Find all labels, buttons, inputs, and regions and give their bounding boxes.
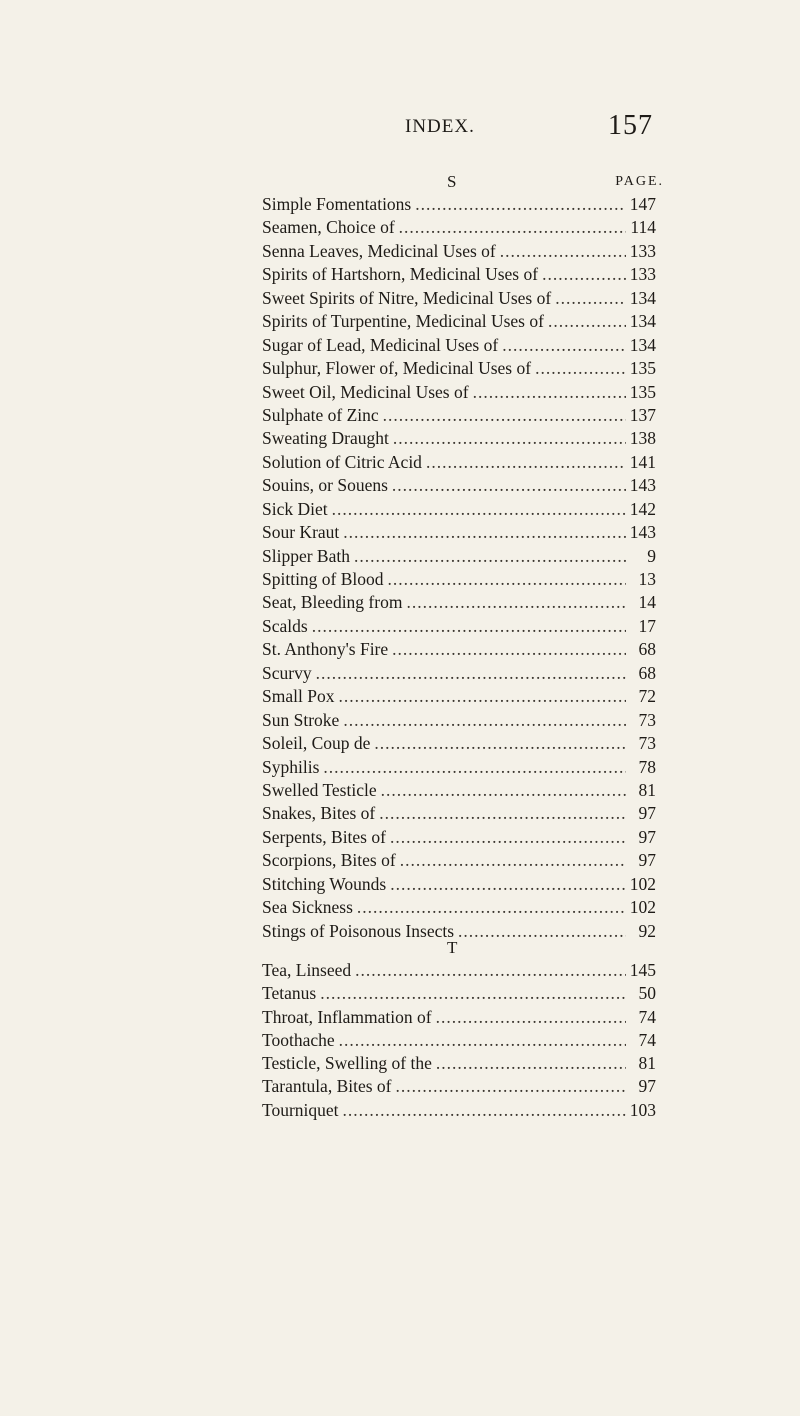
index-entry: [262, 897, 656, 920]
entry-title: Toothache: [262, 1029, 335, 1050]
entry-page-number: 114: [630, 217, 656, 238]
dot-leader: [390, 874, 626, 895]
index-entry: [262, 780, 656, 803]
entry-title: Sugar of Lead, Medicinal Uses of: [262, 334, 499, 355]
entry-title: Seamen, Choice of: [262, 217, 395, 238]
page-number: 157: [608, 110, 653, 141]
entry-page-number: 68: [638, 639, 656, 660]
entry-page-number: 97: [638, 803, 656, 824]
dot-leader: [354, 546, 626, 567]
index-entry: [262, 335, 656, 358]
entry-title: Solution of Citric Acid: [262, 451, 422, 472]
entry-page-number: 97: [638, 826, 656, 847]
entry-list: [262, 960, 656, 1123]
entry-title: Senna Leaves, Medicinal Uses of: [262, 240, 496, 261]
page-title: INDEX.: [405, 116, 475, 137]
dot-leader: [399, 217, 626, 238]
index-section-s: [262, 172, 664, 944]
entry-title: Sick Diet: [262, 498, 328, 519]
dot-leader: [555, 288, 626, 309]
entry-title: Tourniquet: [262, 1099, 339, 1120]
dot-leader: [535, 358, 626, 379]
dot-leader: [357, 897, 626, 918]
entry-page-number: 102: [629, 873, 656, 894]
index-entry: [262, 522, 656, 545]
entry-title: Sulphur, Flower of, Medicinal Uses of: [262, 358, 532, 379]
entry-title: Simple Fomentations: [262, 194, 412, 214]
dot-leader: [502, 335, 626, 356]
entry-page-number: 81: [638, 779, 656, 800]
section-letter: T: [447, 938, 458, 957]
dot-leader: [392, 475, 626, 496]
index-entry: [262, 733, 656, 756]
entry-title: Seat, Bleeding from: [262, 592, 403, 613]
entry-title: Spirits of Turpentine, Medicinal Uses of: [262, 311, 544, 332]
entry-title: Sea Sickness: [262, 897, 353, 918]
entry-list: [262, 194, 656, 944]
dot-leader: [383, 405, 626, 426]
index-entry: [262, 710, 656, 733]
entry-page-number: 138: [629, 428, 656, 449]
index-entry: [262, 850, 656, 873]
entry-title: Swelled Testicle: [262, 779, 377, 800]
entry-page-number: 137: [629, 404, 656, 425]
entry-title: Sulphate of Zinc: [262, 404, 379, 425]
dot-leader: [388, 569, 626, 590]
index-entry: [262, 382, 656, 405]
dot-leader: [339, 1030, 626, 1051]
entry-page-number: 103: [629, 1099, 656, 1120]
dot-leader: [379, 803, 626, 824]
page-column-label: PAGE.: [615, 174, 664, 189]
entry-title: Tea, Linseed: [262, 960, 352, 980]
dot-leader: [406, 592, 626, 613]
entry-page-number: 68: [638, 662, 656, 683]
entry-page-number: 141: [629, 451, 656, 472]
dot-leader: [473, 382, 626, 403]
index-entry: [262, 264, 656, 287]
index-entry: [262, 311, 656, 334]
index-entry: [262, 499, 656, 522]
entry-title: Throat, Inflammation of: [262, 1006, 432, 1027]
index-entry: [262, 452, 656, 475]
dot-leader: [542, 264, 626, 285]
index-entry: [262, 546, 656, 569]
dot-leader: [332, 499, 626, 520]
entry-page-number: 14: [638, 592, 656, 613]
entry-page-number: 133: [629, 240, 656, 261]
dot-leader: [500, 241, 626, 262]
entry-title: Stitching Wounds: [262, 873, 387, 894]
section-heading: [262, 938, 656, 960]
entry-page-number: 147: [629, 194, 656, 214]
entry-title: Spirits of Hartshorn, Medicinal Uses of: [262, 264, 539, 285]
entry-page-number: 102: [629, 897, 656, 918]
dot-leader: [436, 1053, 626, 1074]
entry-page-number: 74: [638, 1029, 656, 1050]
running-head: [0, 110, 800, 148]
index-entry: [262, 475, 656, 498]
entry-page-number: 134: [629, 287, 656, 308]
dot-leader: [355, 960, 626, 981]
dot-leader: [343, 522, 625, 543]
dot-leader: [381, 780, 626, 801]
index-section-t: [262, 938, 656, 1123]
index-entry: [262, 1100, 656, 1123]
index-entry: [262, 1076, 656, 1099]
entry-page-number: 143: [629, 475, 656, 496]
index-entry: [262, 217, 656, 240]
dot-leader: [338, 686, 626, 707]
section-heading: [262, 172, 664, 194]
entry-title: Small Pox: [262, 686, 335, 707]
entry-page-number: 13: [638, 569, 656, 589]
dot-leader: [343, 710, 626, 731]
entry-page-number: 81: [638, 1053, 656, 1074]
entry-page-number: 97: [638, 1076, 656, 1097]
index-entry: [262, 639, 656, 662]
dot-leader: [426, 452, 626, 473]
index-entry: [262, 241, 656, 264]
index-entry: [262, 983, 656, 1006]
index-entry: [262, 592, 656, 615]
entry-page-number: 135: [629, 381, 656, 402]
dot-leader: [320, 983, 626, 1004]
entry-title: Sweet Oil, Medicinal Uses of: [262, 381, 469, 402]
index-entry: [262, 288, 656, 311]
index-entry: [262, 827, 656, 850]
index-entry: [262, 358, 656, 381]
index-entry: [262, 960, 656, 983]
dot-leader: [390, 827, 626, 848]
dot-leader: [374, 733, 626, 754]
entry-title: Serpents, Bites of: [262, 826, 386, 847]
dot-leader: [392, 639, 626, 660]
entry-title: Sweet Spirits of Nitre, Medicinal Uses of: [262, 287, 552, 308]
entry-page-number: 133: [629, 264, 656, 285]
entry-title: Slipper Bath: [262, 545, 350, 566]
entry-page-number: 134: [629, 334, 656, 355]
entry-page-number: 78: [638, 756, 656, 777]
entry-page-number: 72: [638, 686, 656, 707]
entry-page-number: 97: [638, 850, 656, 871]
entry-page-number: 92: [638, 920, 656, 941]
entry-title: Testicle, Swelling of the: [262, 1053, 432, 1074]
entry-title: Spitting of Blood: [262, 569, 384, 589]
dot-leader: [396, 1076, 627, 1097]
entry-title: Sour Kraut: [262, 522, 340, 543]
entry-page-number: 17: [638, 615, 656, 636]
entry-title: Scorpions, Bites of: [262, 850, 396, 871]
entry-title: Scalds: [262, 615, 308, 636]
entry-title: Soleil, Coup de: [262, 733, 371, 754]
entry-title: Syphilis: [262, 756, 320, 777]
index-entry: [262, 803, 656, 826]
section-letter: S: [447, 172, 457, 191]
index-entry: [262, 428, 656, 451]
entry-page-number: 9: [647, 545, 656, 566]
entry-title: Snakes, Bites of: [262, 803, 376, 824]
entry-title: Sweating Draught: [262, 428, 389, 449]
dot-leader: [436, 1007, 626, 1028]
entry-page-number: 135: [629, 358, 656, 379]
index-entry: [262, 686, 656, 709]
index-entry: [262, 1007, 656, 1030]
index-entry: [262, 616, 656, 639]
dot-leader: [316, 663, 626, 684]
index-entry: [262, 194, 656, 217]
entry-page-number: 142: [629, 498, 656, 519]
index-entry: [262, 874, 656, 897]
dot-leader: [323, 757, 626, 778]
entry-title: Sun Stroke: [262, 709, 340, 730]
entry-title: St. Anthony's Fire: [262, 639, 389, 660]
dot-leader: [400, 850, 626, 871]
entry-page-number: 73: [638, 709, 656, 730]
dot-leader: [548, 311, 626, 332]
dot-leader: [415, 194, 626, 215]
entry-page-number: 134: [629, 311, 656, 332]
index-entry: [262, 1030, 656, 1053]
entry-page-number: 73: [638, 733, 656, 754]
entry-page-number: 50: [638, 983, 656, 1004]
index-entry: [262, 1053, 656, 1076]
entry-page-number: 145: [629, 960, 656, 980]
index-entry: [262, 569, 656, 592]
entry-title: Stings of Poisonous Insects: [262, 920, 455, 941]
index-entry: [262, 757, 656, 780]
dot-leader: [393, 428, 626, 449]
entry-title: Scurvy: [262, 662, 312, 683]
entry-title: Tarantula, Bites of: [262, 1076, 392, 1097]
entry-page-number: 74: [638, 1006, 656, 1027]
index-entry: [262, 663, 656, 686]
index-entry: [262, 405, 656, 428]
dot-leader: [312, 616, 626, 637]
entry-title: Souins, or Souens: [262, 475, 388, 496]
entry-page-number: 143: [629, 522, 656, 543]
dot-leader: [343, 1100, 626, 1121]
entry-title: Tetanus: [262, 983, 317, 1004]
